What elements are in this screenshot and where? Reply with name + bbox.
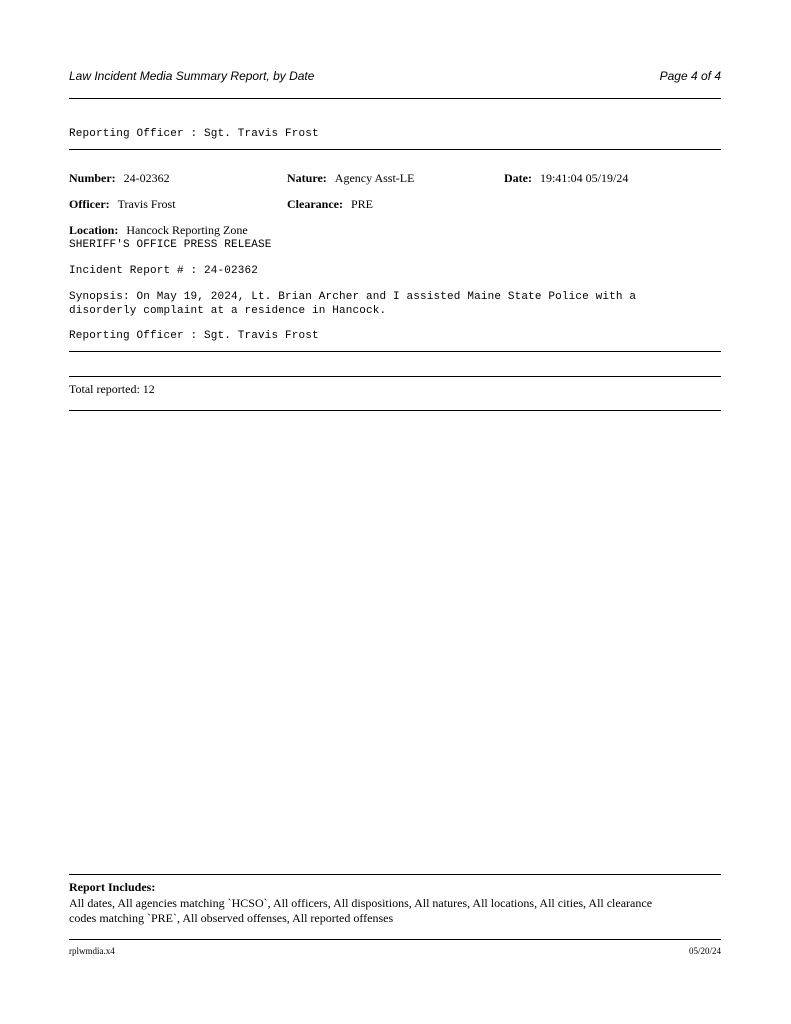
footer-divider [69,939,721,940]
totals-bottom-divider [69,410,721,411]
report-includes-line-1: All dates, All agencies matching `HCSO`, All officers, All dispositions, All natures, All locations, All cities, All clearance [69,896,653,910]
date-value: 19:41:04 05/19/24 [539,171,629,185]
reporting-officer: Reporting Officer : Sgt. Travis Frost [69,330,319,342]
report-includes-heading: Report Includes: [69,880,156,894]
location-value: Hancock Reporting Zone [126,223,248,237]
incident-clearance [287,197,373,212]
page-number: Page 4 of 4 [659,69,721,83]
number-value: 24-02362 [123,171,170,185]
record-divider [69,149,721,150]
prev-reporting-officer: Reporting Officer : Sgt. Travis Frost [69,128,319,140]
report-includes-line-2: codes matching `PRE`, All observed offenses, All reported offenses [69,911,394,925]
nature-value: Agency Asst-LE [334,171,415,185]
incident-date [504,171,628,186]
incident-location [69,223,248,238]
report-title: Law Incident Media Summary Report, by Date [69,69,315,83]
footer-filename: rplwmdia.x4 [69,946,115,956]
date-label: Date: [504,171,532,185]
includes-top-divider [69,874,721,875]
location-label: Location: [69,223,119,237]
totals-top-divider [69,376,721,377]
synopsis-line-2: disorderly complaint at a residence in Hancock. [69,305,387,317]
incident-number [69,171,170,186]
number-label: Number: [69,171,116,185]
nature-label: Nature: [287,171,327,185]
incident-report-number: Incident Report # : 24-02362 [69,265,259,277]
clearance-label: Clearance: [287,197,343,211]
officer-label: Officer: [69,197,110,211]
header-divider [69,98,721,99]
record-end-divider [69,351,721,352]
incident-officer [69,197,176,212]
press-release-heading: SHERIFF'S OFFICE PRESS RELEASE [69,239,272,251]
synopsis-line-1: Synopsis: On May 19, 2024, Lt. Brian Archer and I assisted Maine State Police with a [69,291,637,303]
clearance-value: PRE [350,197,373,211]
incident-nature [287,171,414,186]
total-reported: Total reported: 12 [69,382,155,396]
officer-value: Travis Frost [117,197,176,211]
footer-date: 05/20/24 [688,946,721,956]
